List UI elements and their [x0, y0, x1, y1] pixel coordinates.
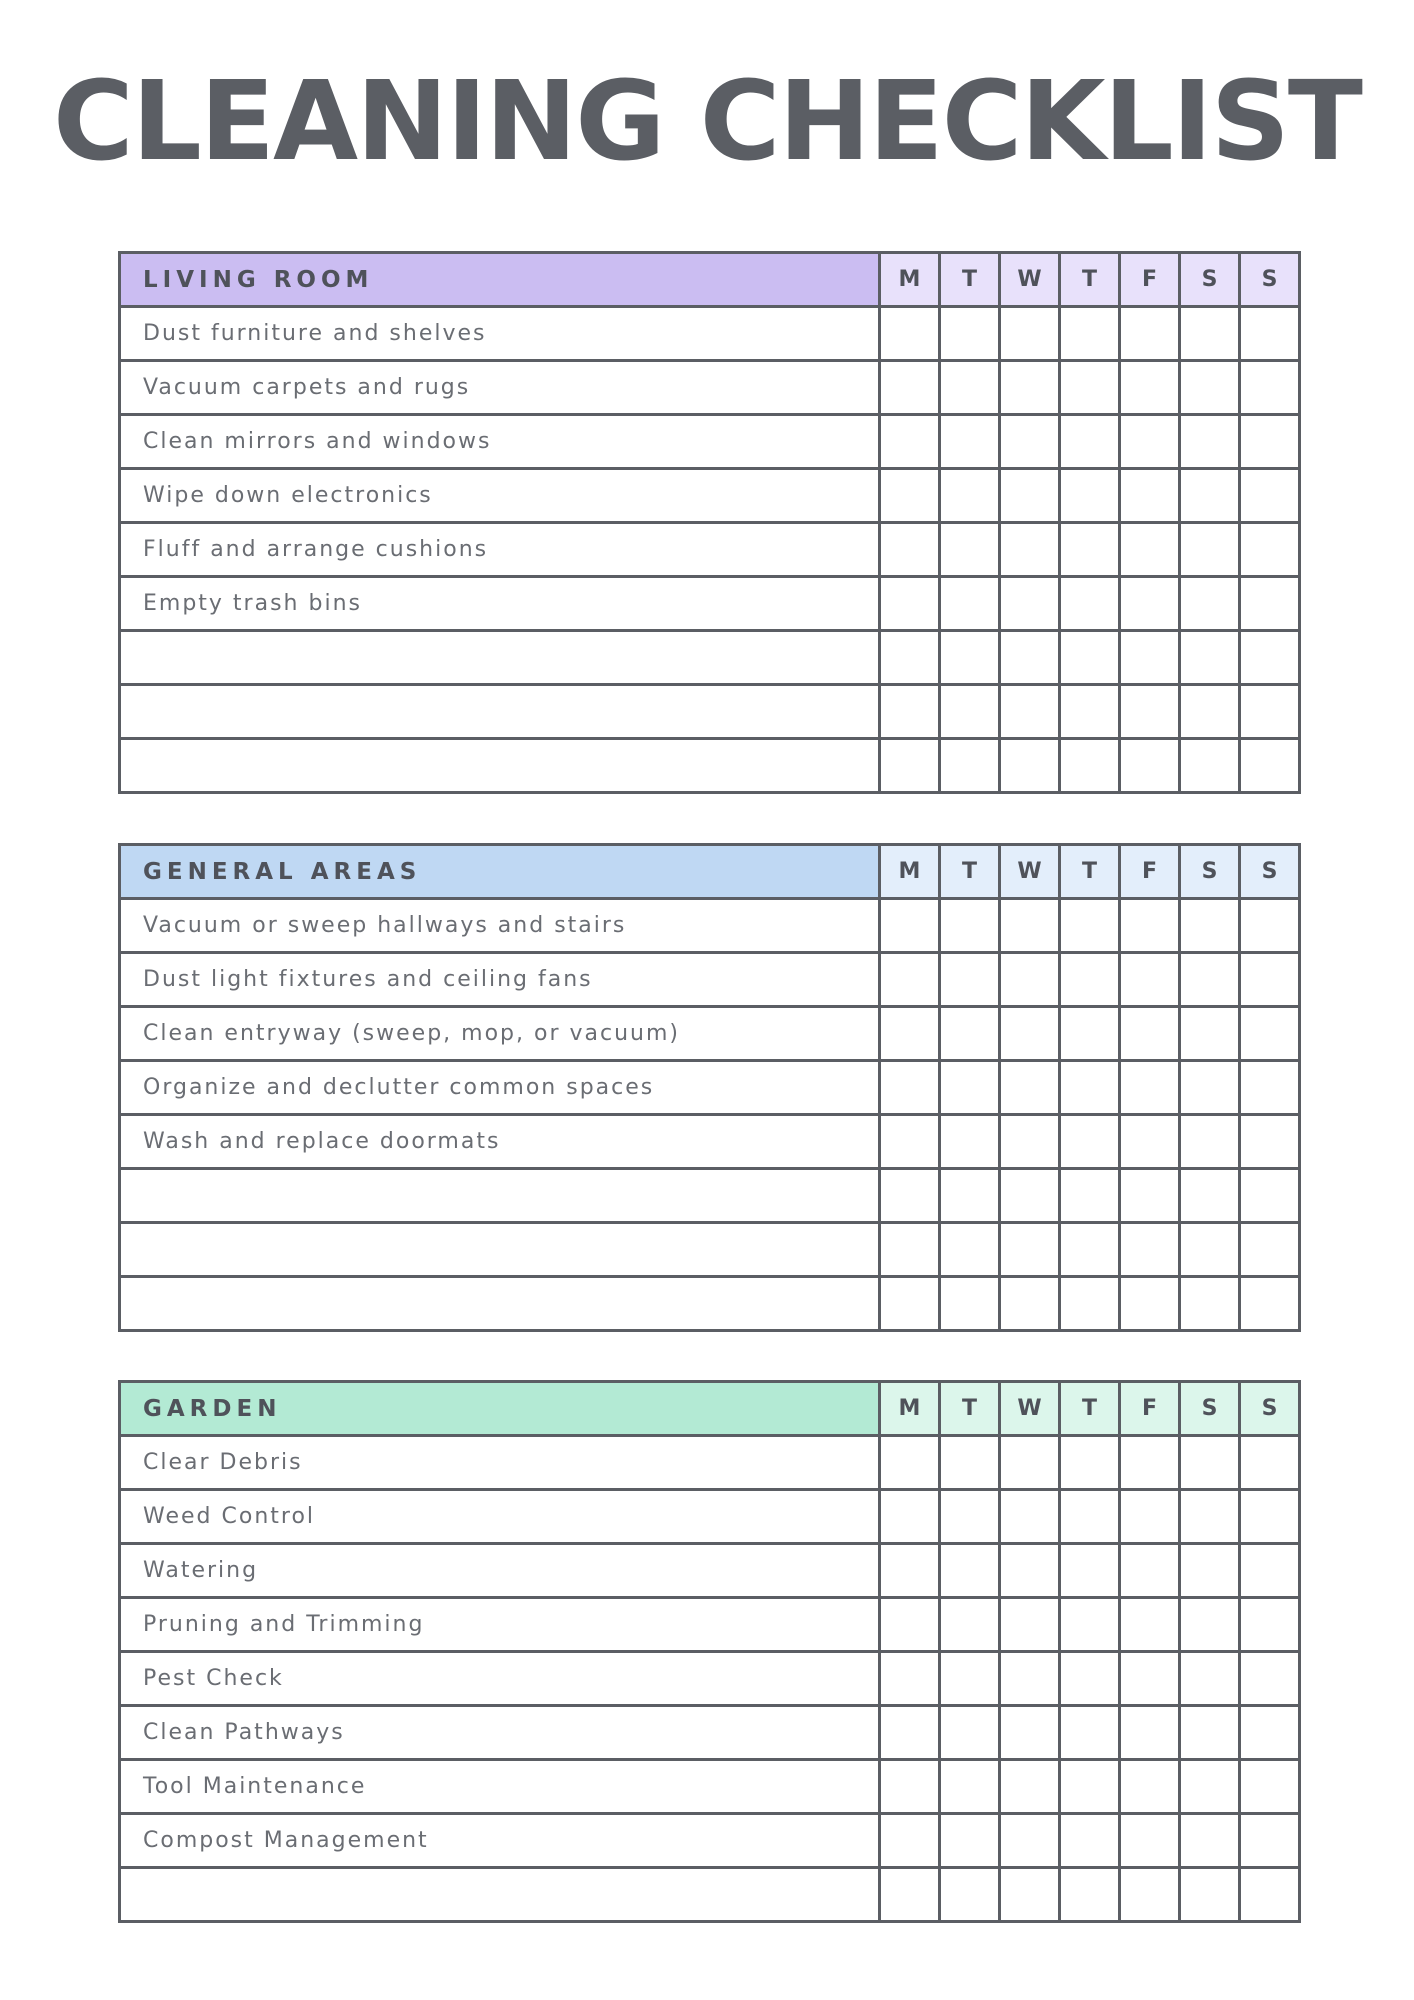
- day-checkbox[interactable]: [1000, 1598, 1060, 1652]
- day-checkbox[interactable]: [1180, 1277, 1240, 1331]
- day-checkbox[interactable]: [1060, 1169, 1120, 1223]
- day-checkbox[interactable]: [880, 1652, 940, 1706]
- section-title: LIVING ROOM: [120, 253, 880, 307]
- day-checkbox[interactable]: [1000, 685, 1060, 739]
- task-row: [120, 1544, 1300, 1598]
- day-checkbox[interactable]: [1060, 307, 1120, 361]
- day-checkbox[interactable]: [1060, 739, 1120, 793]
- day-checkbox[interactable]: [880, 1598, 940, 1652]
- day-checkbox[interactable]: [1240, 953, 1300, 1007]
- task-label: Dust light fixtures and ceiling fans: [120, 953, 880, 1007]
- day-checkbox[interactable]: [1180, 1544, 1240, 1598]
- day-checkbox[interactable]: [880, 1115, 940, 1169]
- day-checkbox[interactable]: [880, 1061, 940, 1115]
- task-row: [120, 631, 1300, 685]
- day-checkbox[interactable]: [940, 899, 1000, 953]
- day-checkbox[interactable]: [1000, 361, 1060, 415]
- section-living-room: [118, 251, 1301, 794]
- day-checkbox[interactable]: [1120, 1868, 1180, 1922]
- task-row: [120, 307, 1300, 361]
- day-checkbox[interactable]: [940, 1223, 1000, 1277]
- day-checkbox[interactable]: [1120, 899, 1180, 953]
- day-checkbox[interactable]: [880, 577, 940, 631]
- day-checkbox[interactable]: [1000, 1652, 1060, 1706]
- day-checkbox[interactable]: [1180, 1598, 1240, 1652]
- task-label: [120, 1223, 880, 1277]
- task-label: Organize and declutter common spaces: [120, 1061, 880, 1115]
- day-checkbox[interactable]: [1060, 523, 1120, 577]
- day-checkbox[interactable]: [880, 1544, 940, 1598]
- task-label: Empty trash bins: [120, 577, 880, 631]
- task-row: [120, 1436, 1300, 1490]
- day-checkbox[interactable]: [1120, 1436, 1180, 1490]
- day-header: M: [880, 253, 940, 307]
- day-checkbox[interactable]: [1000, 523, 1060, 577]
- day-checkbox[interactable]: [1180, 685, 1240, 739]
- day-checkbox[interactable]: [1240, 1544, 1300, 1598]
- section-header-row: [120, 1382, 1300, 1436]
- day-checkbox[interactable]: [1240, 307, 1300, 361]
- task-label: Watering: [120, 1544, 880, 1598]
- day-checkbox[interactable]: [1240, 631, 1300, 685]
- day-checkbox[interactable]: [1120, 361, 1180, 415]
- day-checkbox[interactable]: [1180, 953, 1240, 1007]
- day-checkbox[interactable]: [1060, 953, 1120, 1007]
- day-checkbox[interactable]: [1240, 1061, 1300, 1115]
- day-checkbox[interactable]: [1240, 1706, 1300, 1760]
- task-label: [120, 739, 880, 793]
- day-header: S: [1180, 845, 1240, 899]
- day-checkbox[interactable]: [1120, 523, 1180, 577]
- checklist-table: [118, 251, 1301, 794]
- day-header: S: [1240, 845, 1300, 899]
- day-checkbox[interactable]: [1180, 523, 1240, 577]
- day-checkbox[interactable]: [940, 577, 1000, 631]
- day-checkbox[interactable]: [1120, 1760, 1180, 1814]
- day-checkbox[interactable]: [940, 1544, 1000, 1598]
- task-row: [120, 685, 1300, 739]
- task-label: Wipe down electronics: [120, 469, 880, 523]
- day-checkbox[interactable]: [940, 1115, 1000, 1169]
- day-checkbox[interactable]: [1240, 1490, 1300, 1544]
- day-checkbox[interactable]: [1120, 953, 1180, 1007]
- task-row: [120, 1652, 1300, 1706]
- task-label: Clean entryway (sweep, mop, or vacuum): [120, 1007, 880, 1061]
- day-checkbox[interactable]: [1060, 1223, 1120, 1277]
- day-checkbox[interactable]: [940, 685, 1000, 739]
- task-label: Clean Pathways: [120, 1706, 880, 1760]
- day-header: W: [1000, 253, 1060, 307]
- day-checkbox[interactable]: [1180, 631, 1240, 685]
- day-checkbox[interactable]: [880, 1868, 940, 1922]
- day-checkbox[interactable]: [1180, 577, 1240, 631]
- day-header: T: [1060, 1382, 1120, 1436]
- section-title: GENERAL AREAS: [120, 845, 880, 899]
- day-header: S: [1180, 253, 1240, 307]
- day-checkbox[interactable]: [880, 1760, 940, 1814]
- task-row: [120, 1277, 1300, 1331]
- day-checkbox[interactable]: [940, 1814, 1000, 1868]
- day-checkbox[interactable]: [1000, 1277, 1060, 1331]
- day-checkbox[interactable]: [1060, 1760, 1120, 1814]
- day-checkbox[interactable]: [1060, 1598, 1120, 1652]
- day-checkbox[interactable]: [1180, 1061, 1240, 1115]
- day-checkbox[interactable]: [940, 415, 1000, 469]
- task-label: Compost Management: [120, 1814, 880, 1868]
- day-checkbox[interactable]: [1240, 1814, 1300, 1868]
- day-checkbox[interactable]: [880, 1706, 940, 1760]
- page-title: CLEANING CHECKLIST: [53, 57, 1361, 185]
- day-checkbox[interactable]: [1180, 1652, 1240, 1706]
- task-label: Weed Control: [120, 1490, 880, 1544]
- day-checkbox[interactable]: [940, 1436, 1000, 1490]
- day-checkbox[interactable]: [1180, 469, 1240, 523]
- day-checkbox[interactable]: [1120, 577, 1180, 631]
- day-checkbox[interactable]: [940, 1760, 1000, 1814]
- day-checkbox[interactable]: [1120, 1490, 1180, 1544]
- day-checkbox[interactable]: [880, 899, 940, 953]
- task-label: [120, 1169, 880, 1223]
- day-checkbox[interactable]: [1120, 1223, 1180, 1277]
- day-checkbox[interactable]: [1060, 469, 1120, 523]
- day-checkbox[interactable]: [880, 685, 940, 739]
- day-checkbox[interactable]: [1000, 1007, 1060, 1061]
- day-checkbox[interactable]: [1060, 899, 1120, 953]
- day-checkbox[interactable]: [1120, 1115, 1180, 1169]
- day-checkbox[interactable]: [880, 415, 940, 469]
- task-label: Vacuum carpets and rugs: [120, 361, 880, 415]
- day-header: W: [1000, 845, 1060, 899]
- checklist-table: [118, 1380, 1301, 1923]
- day-checkbox[interactable]: [1240, 1169, 1300, 1223]
- day-header: S: [1240, 1382, 1300, 1436]
- day-checkbox[interactable]: [1240, 1652, 1300, 1706]
- task-row: [120, 469, 1300, 523]
- task-row: [120, 1706, 1300, 1760]
- day-checkbox[interactable]: [1180, 1436, 1240, 1490]
- day-checkbox[interactable]: [1120, 1544, 1180, 1598]
- day-checkbox[interactable]: [1120, 1007, 1180, 1061]
- day-checkbox[interactable]: [940, 1598, 1000, 1652]
- day-checkbox[interactable]: [1120, 469, 1180, 523]
- day-header: T: [940, 845, 1000, 899]
- task-label: Pruning and Trimming: [120, 1598, 880, 1652]
- task-row: [120, 1007, 1300, 1061]
- task-row: [120, 415, 1300, 469]
- day-checkbox[interactable]: [1060, 1814, 1120, 1868]
- day-checkbox[interactable]: [1060, 577, 1120, 631]
- task-row: [120, 1115, 1300, 1169]
- day-checkbox[interactable]: [1120, 1652, 1180, 1706]
- day-checkbox[interactable]: [880, 1436, 940, 1490]
- section-header-row: [120, 253, 1300, 307]
- day-checkbox[interactable]: [1180, 1223, 1240, 1277]
- day-checkbox[interactable]: [1180, 361, 1240, 415]
- day-header: F: [1120, 845, 1180, 899]
- day-checkbox[interactable]: [880, 1169, 940, 1223]
- day-checkbox[interactable]: [1240, 899, 1300, 953]
- day-checkbox[interactable]: [940, 1706, 1000, 1760]
- day-checkbox[interactable]: [1120, 1169, 1180, 1223]
- day-checkbox[interactable]: [1000, 577, 1060, 631]
- day-checkbox[interactable]: [1180, 1169, 1240, 1223]
- day-checkbox[interactable]: [1060, 361, 1120, 415]
- day-checkbox[interactable]: [940, 469, 1000, 523]
- day-checkbox[interactable]: [940, 1868, 1000, 1922]
- task-row: [120, 1598, 1300, 1652]
- section-general-areas: [118, 843, 1301, 1332]
- day-checkbox[interactable]: [1240, 1007, 1300, 1061]
- day-checkbox[interactable]: [1240, 1868, 1300, 1922]
- day-checkbox[interactable]: [1060, 1061, 1120, 1115]
- day-checkbox[interactable]: [1120, 1061, 1180, 1115]
- day-checkbox[interactable]: [1120, 1814, 1180, 1868]
- day-checkbox[interactable]: [1120, 307, 1180, 361]
- day-checkbox[interactable]: [880, 1490, 940, 1544]
- day-header: W: [1000, 1382, 1060, 1436]
- task-row: [120, 953, 1300, 1007]
- task-row: [120, 1868, 1300, 1922]
- day-checkbox[interactable]: [1180, 1814, 1240, 1868]
- day-checkbox[interactable]: [1240, 577, 1300, 631]
- task-label: Clear Debris: [120, 1436, 880, 1490]
- day-checkbox[interactable]: [1180, 1007, 1240, 1061]
- task-label: Clean mirrors and windows: [120, 415, 880, 469]
- day-header: T: [940, 253, 1000, 307]
- day-checkbox[interactable]: [1000, 1223, 1060, 1277]
- checklist-table: [118, 843, 1301, 1332]
- day-checkbox[interactable]: [1000, 739, 1060, 793]
- day-header: S: [1180, 1382, 1240, 1436]
- day-checkbox[interactable]: [1000, 1115, 1060, 1169]
- day-checkbox[interactable]: [940, 1490, 1000, 1544]
- day-checkbox[interactable]: [1240, 1760, 1300, 1814]
- task-row: [120, 1760, 1300, 1814]
- day-checkbox[interactable]: [940, 307, 1000, 361]
- day-header: F: [1120, 1382, 1180, 1436]
- day-checkbox[interactable]: [880, 469, 940, 523]
- day-checkbox[interactable]: [880, 739, 940, 793]
- day-checkbox[interactable]: [940, 953, 1000, 1007]
- day-checkbox[interactable]: [1120, 631, 1180, 685]
- day-checkbox[interactable]: [1060, 685, 1120, 739]
- day-header: M: [880, 845, 940, 899]
- task-label: Dust furniture and shelves: [120, 307, 880, 361]
- task-row: [120, 577, 1300, 631]
- task-label: [120, 1868, 880, 1922]
- day-checkbox[interactable]: [1120, 1598, 1180, 1652]
- day-checkbox[interactable]: [1180, 415, 1240, 469]
- day-checkbox[interactable]: [1060, 1007, 1120, 1061]
- task-label: Fluff and arrange cushions: [120, 523, 880, 577]
- day-checkbox[interactable]: [1060, 415, 1120, 469]
- day-checkbox[interactable]: [1180, 1868, 1240, 1922]
- day-checkbox[interactable]: [880, 523, 940, 577]
- day-checkbox[interactable]: [1240, 523, 1300, 577]
- day-checkbox[interactable]: [1000, 631, 1060, 685]
- day-checkbox[interactable]: [1180, 739, 1240, 793]
- task-label: [120, 631, 880, 685]
- day-header: T: [940, 1382, 1000, 1436]
- day-checkbox[interactable]: [880, 307, 940, 361]
- day-checkbox[interactable]: [940, 1169, 1000, 1223]
- day-checkbox[interactable]: [940, 1652, 1000, 1706]
- day-checkbox[interactable]: [940, 1007, 1000, 1061]
- day-checkbox[interactable]: [1000, 1436, 1060, 1490]
- day-checkbox[interactable]: [940, 1061, 1000, 1115]
- day-checkbox[interactable]: [880, 1814, 940, 1868]
- task-row: [120, 1490, 1300, 1544]
- task-label: Pest Check: [120, 1652, 880, 1706]
- task-label: [120, 685, 880, 739]
- day-checkbox[interactable]: [1180, 1706, 1240, 1760]
- day-checkbox[interactable]: [1120, 739, 1180, 793]
- day-header: F: [1120, 253, 1180, 307]
- task-row: [120, 1169, 1300, 1223]
- task-row: [120, 1223, 1300, 1277]
- day-checkbox[interactable]: [1180, 1760, 1240, 1814]
- day-checkbox[interactable]: [1000, 1814, 1060, 1868]
- task-row: [120, 523, 1300, 577]
- task-row: [120, 899, 1300, 953]
- day-checkbox[interactable]: [1240, 1115, 1300, 1169]
- day-checkbox[interactable]: [1240, 685, 1300, 739]
- day-checkbox[interactable]: [880, 953, 940, 1007]
- section-header-row: [120, 845, 1300, 899]
- day-checkbox[interactable]: [940, 523, 1000, 577]
- day-checkbox[interactable]: [1180, 1115, 1240, 1169]
- day-checkbox[interactable]: [1180, 1490, 1240, 1544]
- day-checkbox[interactable]: [1240, 739, 1300, 793]
- day-checkbox[interactable]: [940, 361, 1000, 415]
- day-checkbox[interactable]: [1180, 307, 1240, 361]
- day-checkbox[interactable]: [1240, 1277, 1300, 1331]
- day-checkbox[interactable]: [1120, 415, 1180, 469]
- day-checkbox[interactable]: [940, 739, 1000, 793]
- day-checkbox[interactable]: [1000, 1544, 1060, 1598]
- day-checkbox[interactable]: [1000, 1061, 1060, 1115]
- task-label: Vacuum or sweep hallways and stairs: [120, 899, 880, 953]
- day-checkbox[interactable]: [1240, 1223, 1300, 1277]
- day-checkbox[interactable]: [940, 1277, 1000, 1331]
- day-checkbox[interactable]: [1000, 1490, 1060, 1544]
- task-label: Wash and replace doormats: [120, 1115, 880, 1169]
- section-garden: [118, 1380, 1301, 1923]
- day-checkbox[interactable]: [1120, 685, 1180, 739]
- day-checkbox[interactable]: [880, 361, 940, 415]
- day-checkbox[interactable]: [1240, 1598, 1300, 1652]
- day-checkbox[interactable]: [1060, 1544, 1120, 1598]
- task-label: Tool Maintenance: [120, 1760, 880, 1814]
- day-checkbox[interactable]: [1000, 1868, 1060, 1922]
- day-checkbox[interactable]: [880, 1007, 940, 1061]
- task-label: [120, 1277, 880, 1331]
- day-checkbox[interactable]: [1060, 1436, 1120, 1490]
- day-checkbox[interactable]: [1120, 1706, 1180, 1760]
- day-checkbox[interactable]: [1180, 899, 1240, 953]
- day-checkbox[interactable]: [880, 631, 940, 685]
- day-checkbox[interactable]: [880, 1277, 940, 1331]
- day-checkbox[interactable]: [880, 1223, 940, 1277]
- task-row: [120, 739, 1300, 793]
- task-row: [120, 1061, 1300, 1115]
- day-checkbox[interactable]: [1240, 469, 1300, 523]
- day-checkbox[interactable]: [1060, 631, 1120, 685]
- day-checkbox[interactable]: [1240, 415, 1300, 469]
- day-checkbox[interactable]: [1060, 1490, 1120, 1544]
- day-header: M: [880, 1382, 940, 1436]
- day-checkbox[interactable]: [1240, 1436, 1300, 1490]
- day-header: T: [1060, 253, 1120, 307]
- day-checkbox[interactable]: [1060, 1706, 1120, 1760]
- day-checkbox[interactable]: [1000, 953, 1060, 1007]
- day-checkbox[interactable]: [1000, 307, 1060, 361]
- day-checkbox[interactable]: [1000, 1760, 1060, 1814]
- day-checkbox[interactable]: [1000, 415, 1060, 469]
- day-checkbox[interactable]: [1120, 1277, 1180, 1331]
- day-header: S: [1240, 253, 1300, 307]
- task-row: [120, 361, 1300, 415]
- day-checkbox[interactable]: [1000, 1706, 1060, 1760]
- section-title: GARDEN: [120, 1382, 880, 1436]
- day-checkbox[interactable]: [1000, 1169, 1060, 1223]
- day-checkbox[interactable]: [1060, 1868, 1120, 1922]
- day-header: T: [1060, 845, 1120, 899]
- day-checkbox[interactable]: [1000, 899, 1060, 953]
- day-checkbox[interactable]: [1060, 1115, 1120, 1169]
- task-row: [120, 1814, 1300, 1868]
- day-checkbox[interactable]: [940, 631, 1000, 685]
- day-checkbox[interactable]: [1000, 469, 1060, 523]
- day-checkbox[interactable]: [1060, 1277, 1120, 1331]
- day-checkbox[interactable]: [1060, 1652, 1120, 1706]
- day-checkbox[interactable]: [1240, 361, 1300, 415]
